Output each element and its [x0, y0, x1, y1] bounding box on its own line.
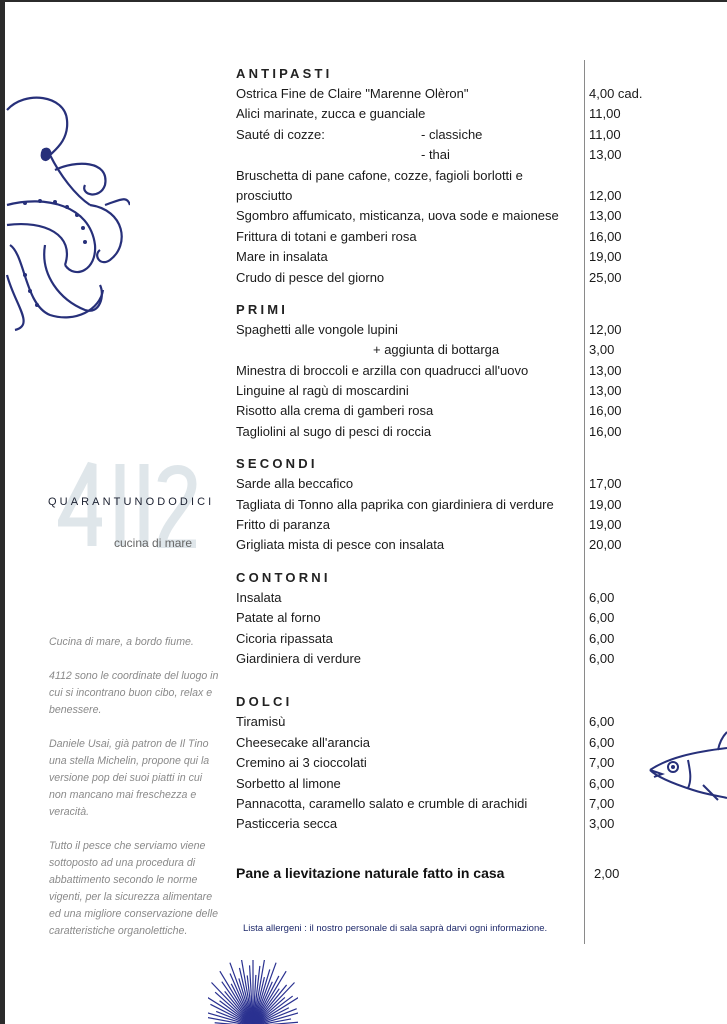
menu-item	[236, 340, 727, 360]
menu-section-primi	[236, 299, 727, 442]
menu-item	[236, 535, 727, 555]
menu-item-name: Crudo di pesce del giorno	[236, 269, 385, 285]
menu-item-name: Patate al forno	[236, 610, 321, 626]
menu-item	[236, 320, 727, 340]
menu-item-name: Fritto di paranza	[236, 517, 330, 533]
menu-section-contorni	[236, 567, 727, 670]
section-title: SECONDI	[236, 456, 318, 472]
logo-name: QUARANTUNODODICI	[48, 496, 215, 508]
menu-item-variant: - thai	[421, 147, 450, 163]
menu-item-name: Minestra di broccoli e arzilla con quadrucci all'uovo	[236, 362, 529, 378]
menu-item-name: Bruschetta di pane cafone, cozze, fagioli borlotti e	[236, 167, 523, 183]
menu-item	[236, 145, 727, 165]
menu-item	[236, 422, 727, 442]
menu-item-price: 13,00	[589, 147, 622, 163]
about-paragraph: Daniele Usai, già patron de Il Tino una stella Michelin, propone qui la versione pop dei suoi piatti in cui non mancano mai freschezza e veracità.	[49, 738, 210, 818]
menu-item	[236, 268, 727, 288]
menu-item	[236, 608, 727, 628]
menu-item-price: 6,00	[589, 734, 615, 750]
menu-item	[236, 814, 727, 834]
fish-illustration-icon	[648, 730, 727, 805]
menu-item-name: Sauté di cozze:	[236, 126, 325, 142]
menu-item	[236, 206, 727, 226]
menu-item-price: 16,00	[589, 228, 622, 244]
menu-item-price: 6,00	[589, 630, 615, 646]
section-title: CONTORNI	[236, 569, 331, 585]
viewer-border-top	[0, 0, 727, 2]
menu-item	[236, 166, 727, 186]
about-paragraph: 4112 sono le coordinate del luogo in cui si incontrano buon cibo, relax e benessere.	[49, 670, 219, 716]
menu-section-secondi	[236, 453, 727, 556]
section-title: PRIMI	[236, 301, 289, 317]
menu-item	[236, 125, 727, 145]
menu-item-variant: - classiche	[421, 126, 483, 142]
menu-item-price: 17,00	[589, 476, 622, 492]
menu-item-price: 13,00	[589, 208, 622, 224]
menu-item-name: Sorbetto al limone	[236, 775, 341, 791]
menu-item-name: Frittura di totani e gamberi rosa	[236, 228, 417, 244]
menu-item	[236, 227, 727, 247]
menu-item-price: 16,00	[589, 403, 622, 419]
menu-item-name: Sgombro affumicato, misticanza, uova sode e maionese	[236, 208, 559, 224]
menu-item	[236, 84, 727, 104]
about-paragraph: Tutto il pesce che serviamo viene sottoposto ad una procedura di abbattimento secondo le norme vigenti, per la sicurezza alimentare ed una migliore conservazione delle caratteristiche organolettiche.	[49, 840, 219, 937]
menu-item-name: Linguine al ragù di moscardini	[236, 383, 409, 399]
menu-item-name: Tiramisù	[236, 714, 286, 730]
bread-item-price: 2,00	[594, 866, 620, 881]
menu-item	[236, 361, 727, 381]
menu-item-name: prosciutto	[236, 187, 293, 203]
menu-item-name: Tagliata di Tonno alla paprika con giardiniera di verdure	[236, 496, 554, 512]
menu-item-name: Cheesecake all'arancia	[236, 734, 371, 750]
menu-item-price: 20,00	[589, 537, 622, 553]
menu-item-price: 6,00	[589, 714, 615, 730]
menu-item-name: Giardiniera di verdure	[236, 650, 362, 666]
menu-item-name: Mare in insalata	[236, 249, 328, 265]
menu-item	[236, 104, 727, 124]
menu-item	[236, 515, 727, 535]
section-title: DOLCI	[236, 694, 293, 710]
menu-item	[236, 186, 727, 206]
menu-item-name: Spaghetti alle vongole lupini	[236, 321, 398, 337]
menu-item-price: 12,00	[589, 187, 622, 203]
menu-item-name: Grigliata mista di pesce con insalata	[236, 537, 445, 553]
menu-item-price: 3,00	[589, 342, 615, 358]
menu-item-name: Sarde alla beccafico	[236, 476, 354, 492]
menu-item-price: 6,00	[589, 589, 615, 605]
menu-item	[236, 474, 727, 494]
menu-item-price: 13,00	[589, 383, 622, 399]
logo-tagline: cucina di mare	[114, 536, 193, 550]
sea-urchin-illustration-icon	[208, 960, 298, 1024]
menu-item-addon: + aggiunta di bottarga	[373, 342, 500, 358]
menu-item	[236, 247, 727, 267]
menu-item-price: 6,00	[589, 775, 615, 791]
menu-item	[236, 381, 727, 401]
menu-item-price: 6,00	[589, 610, 615, 626]
menu-item-price: 11,00	[589, 106, 621, 122]
menu-section-antipasti	[236, 63, 727, 288]
menu-item-price: 4,00 cad.	[589, 86, 643, 101]
menu-item-price: 6,00	[589, 650, 615, 666]
octopus-illustration-icon	[5, 95, 130, 335]
menu-item-price: 19,00	[589, 496, 622, 512]
menu-item	[236, 629, 727, 649]
menu-item-price: 25,00	[589, 269, 622, 285]
menu-item-price: 3,00	[589, 816, 615, 832]
menu-item-name: Alici marinate, zucca e guanciale	[236, 106, 426, 122]
menu-item-name: Cicoria ripassata	[236, 630, 333, 646]
menu-item	[236, 649, 727, 669]
menu-item-name: Tagliolini al sugo di pesci di roccia	[236, 423, 432, 439]
menu-item-name: Insalata	[236, 589, 282, 605]
menu-item	[236, 588, 727, 608]
menu-item-price: 11,00	[589, 126, 621, 142]
allergens-note: Lista allergeni : il nostro personale di sala saprà darvi ogni informazione.	[243, 923, 548, 934]
about-paragraph: Cucina di mare, a bordo fiume.	[49, 636, 194, 648]
menu-item-name: Pannacotta, caramello salato e crumble di arachidi	[236, 795, 528, 811]
menu-item-price: 7,00	[589, 755, 615, 771]
menu-item-price: 7,00	[589, 795, 615, 811]
section-title: ANTIPASTI	[236, 66, 333, 81]
menu-item-name: Risotto alla crema di gamberi rosa	[236, 403, 434, 419]
menu-item-price: 12,00	[589, 321, 622, 337]
about-text	[49, 634, 219, 957]
menu-item-name: Cremino ai 3 cioccolati	[236, 755, 367, 771]
menu-list	[236, 63, 727, 835]
menu-item-price: 13,00	[589, 362, 622, 378]
menu-item-name: Ostrica Fine de Claire "Marenne Olèron"	[236, 86, 469, 101]
menu-item-price: 19,00	[589, 517, 622, 533]
menu-item-price: 19,00	[589, 249, 622, 265]
menu-item	[236, 495, 727, 515]
menu-item-name: Pasticceria secca	[236, 816, 338, 832]
menu-item-price: 16,00	[589, 423, 622, 439]
menu-item	[236, 401, 727, 421]
bread-item-desc: Pane a lievitazione naturale fatto in casa	[236, 865, 505, 881]
